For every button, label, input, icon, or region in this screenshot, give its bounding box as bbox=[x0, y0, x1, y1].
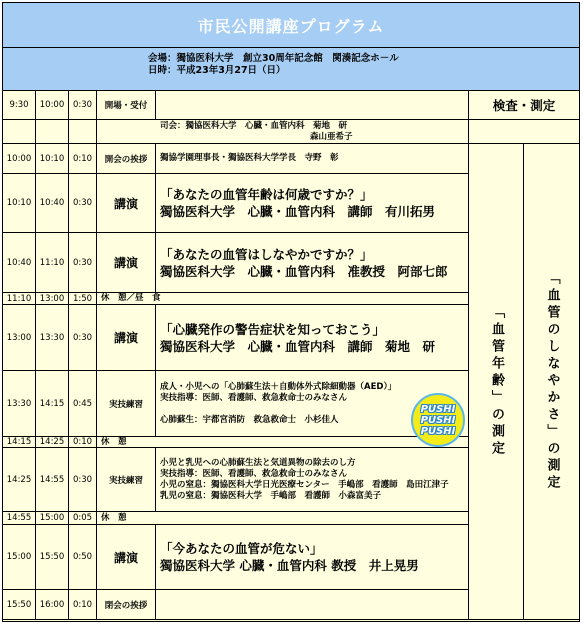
session-description-cell bbox=[97, 293, 469, 305]
end-time-cell bbox=[36, 120, 69, 144]
end-time-cell: 10:00 bbox=[36, 91, 69, 120]
session-description-cell bbox=[156, 590, 469, 620]
duration-cell: 0:45 bbox=[69, 371, 97, 437]
end-time-cell: 14:55 bbox=[36, 448, 69, 512]
session-label-cell: 閉会の挨拶 bbox=[97, 590, 156, 620]
start-time-cell: 9:30 bbox=[3, 91, 36, 120]
description-line: 獨協医科大学 心臓・血管内科 教授 井上晃男 bbox=[160, 558, 419, 573]
program-table bbox=[2, 2, 580, 622]
session-label-cell: 講演 bbox=[97, 525, 156, 590]
start-time-cell: 10:10 bbox=[3, 174, 36, 233]
end-time-cell: 14:15 bbox=[36, 371, 69, 437]
description-line: 乳児の窒息：獨協医科大学 手嶋部 看護師 小森富美子 bbox=[160, 490, 382, 501]
session-description-cell bbox=[97, 120, 469, 144]
date-text: 日時：平成23年3月27日（日） bbox=[148, 65, 286, 76]
session-description-cell bbox=[97, 512, 469, 525]
description-line: 「あなたの血管はしなやかですか？」 bbox=[160, 246, 373, 262]
description-line: 休 憩／昼 食 bbox=[101, 293, 161, 303]
start-time-cell bbox=[3, 120, 36, 144]
right-top-cell: 検査・測定 bbox=[469, 91, 580, 120]
session-description-cell bbox=[156, 448, 469, 512]
description-line: 心肺蘇生：宇都宮消防 救急救命士 小杉佳人 bbox=[160, 414, 339, 425]
session-label-cell: 講演 bbox=[97, 305, 156, 371]
page-title: 市民公開講座プログラム bbox=[3, 3, 580, 48]
description-line: 休 憩 bbox=[101, 512, 127, 523]
description-line: 小児の窒息：獨協医科大学日光医療センター 手嶋部 看護師 島田江津子 bbox=[160, 479, 449, 490]
description-line: 休 憩 bbox=[101, 437, 127, 447]
description-line: 獨協医科大学 心臓・血管内科 准教授 阿部七郎 bbox=[160, 263, 448, 279]
description-line: 実技指導：医師、看護師、救急救命士のみなさん bbox=[160, 392, 348, 403]
badge-line: PUSHI bbox=[420, 425, 456, 437]
duration-cell: 0:05 bbox=[69, 512, 97, 525]
vessel-flexibility-cell: 「血管のしなやかさ」の測定 bbox=[524, 144, 580, 620]
session-label-cell: 開会の挨拶 bbox=[97, 144, 156, 174]
end-time-cell: 15:00 bbox=[36, 512, 69, 525]
description-line: 「今あなたの血管が危ない」 bbox=[160, 541, 323, 556]
end-time-cell: 13:00 bbox=[36, 293, 69, 305]
session-label-cell: 講演 bbox=[97, 233, 156, 293]
description-line: 「あなたの血管年齢は何歳ですか？」 bbox=[160, 187, 373, 202]
session-description-cell bbox=[156, 174, 469, 233]
pushi-badge-icon bbox=[411, 393, 465, 447]
description-line: 森山亜希子 bbox=[310, 131, 353, 142]
session-description-cell bbox=[156, 305, 469, 371]
description-line: 獨協医科大学 心臓・血管内科 講師 有川拓男 bbox=[160, 204, 436, 219]
start-time-cell: 15:50 bbox=[3, 590, 36, 620]
description-line: 獨協学園理事長・獨協医科大学学長 寺野 彰 bbox=[160, 153, 339, 163]
duration-cell: 0:30 bbox=[69, 448, 97, 512]
duration-cell: 0:10 bbox=[69, 437, 97, 448]
badge-line: PUSHI bbox=[420, 414, 456, 426]
description-line: 司会：獨協医科大学 心臓・血管内科 菊地 研 bbox=[160, 120, 348, 131]
venue-text: 会場：獨協医科大学 創立30周年記念館 関湊記念ホ－ル bbox=[148, 53, 399, 64]
badge-line: PUSHI bbox=[420, 403, 456, 415]
session-description-cell bbox=[156, 91, 469, 120]
description-line: 小児と乳児への心肺蘇生法と気道異物の除去のし方 bbox=[160, 457, 356, 468]
duration-cell: 0:10 bbox=[69, 144, 97, 174]
duration-cell bbox=[69, 120, 97, 144]
duration-cell: 0:50 bbox=[69, 525, 97, 590]
duration-cell: 0:30 bbox=[69, 305, 97, 371]
session-label-cell: 開場・受付 bbox=[97, 91, 156, 120]
session-description-cell bbox=[97, 437, 469, 448]
start-time-cell: 10:40 bbox=[3, 233, 36, 293]
venue-info bbox=[3, 48, 580, 91]
duration-cell: 1:50 bbox=[69, 293, 97, 305]
start-time-cell: 14:55 bbox=[3, 512, 36, 525]
start-time-cell: 10:00 bbox=[3, 144, 36, 174]
start-time-cell: 14:15 bbox=[3, 437, 36, 448]
start-time-cell: 13:30 bbox=[3, 371, 36, 437]
blood-vessel-age-cell: 「血管年齢」の測定 bbox=[469, 144, 524, 620]
end-time-cell: 11:10 bbox=[36, 233, 69, 293]
description-line: 獨協医科大学 心臓・血管内科 講師 菊地 研 bbox=[160, 338, 436, 354]
end-time-cell: 15:50 bbox=[36, 525, 69, 590]
end-time-cell: 14:25 bbox=[36, 437, 69, 448]
start-time-cell: 13:00 bbox=[3, 305, 36, 371]
start-time-cell: 14:25 bbox=[3, 448, 36, 512]
end-time-cell: 10:40 bbox=[36, 174, 69, 233]
right-blank-cell bbox=[469, 120, 580, 144]
end-time-cell: 16:00 bbox=[36, 590, 69, 620]
description-line: 成人・小児への「心肺蘇生法＋自動体外式除細動器（AED）」 bbox=[160, 381, 397, 392]
session-label-cell: 講演 bbox=[97, 174, 156, 233]
session-description-cell bbox=[156, 233, 469, 293]
session-description-cell bbox=[156, 144, 469, 174]
description-line: 「心臓発作の警告症状を知っておこう」 bbox=[160, 321, 386, 337]
session-description-cell bbox=[156, 525, 469, 590]
session-label-cell: 実技練習 bbox=[97, 448, 156, 512]
duration-cell: 0:30 bbox=[69, 91, 97, 120]
duration-cell: 0:30 bbox=[69, 174, 97, 233]
duration-cell: 0:30 bbox=[69, 233, 97, 293]
start-time-cell: 15:00 bbox=[3, 525, 36, 590]
end-time-cell: 13:30 bbox=[36, 305, 69, 371]
end-time-cell: 10:10 bbox=[36, 144, 69, 174]
duration-cell: 0:10 bbox=[69, 590, 97, 620]
description-line: 実技指導：医師、看護師、救急救命士のみなさん bbox=[160, 468, 348, 479]
start-time-cell: 11:10 bbox=[3, 293, 36, 305]
session-label-cell: 実技練習 bbox=[97, 371, 156, 437]
